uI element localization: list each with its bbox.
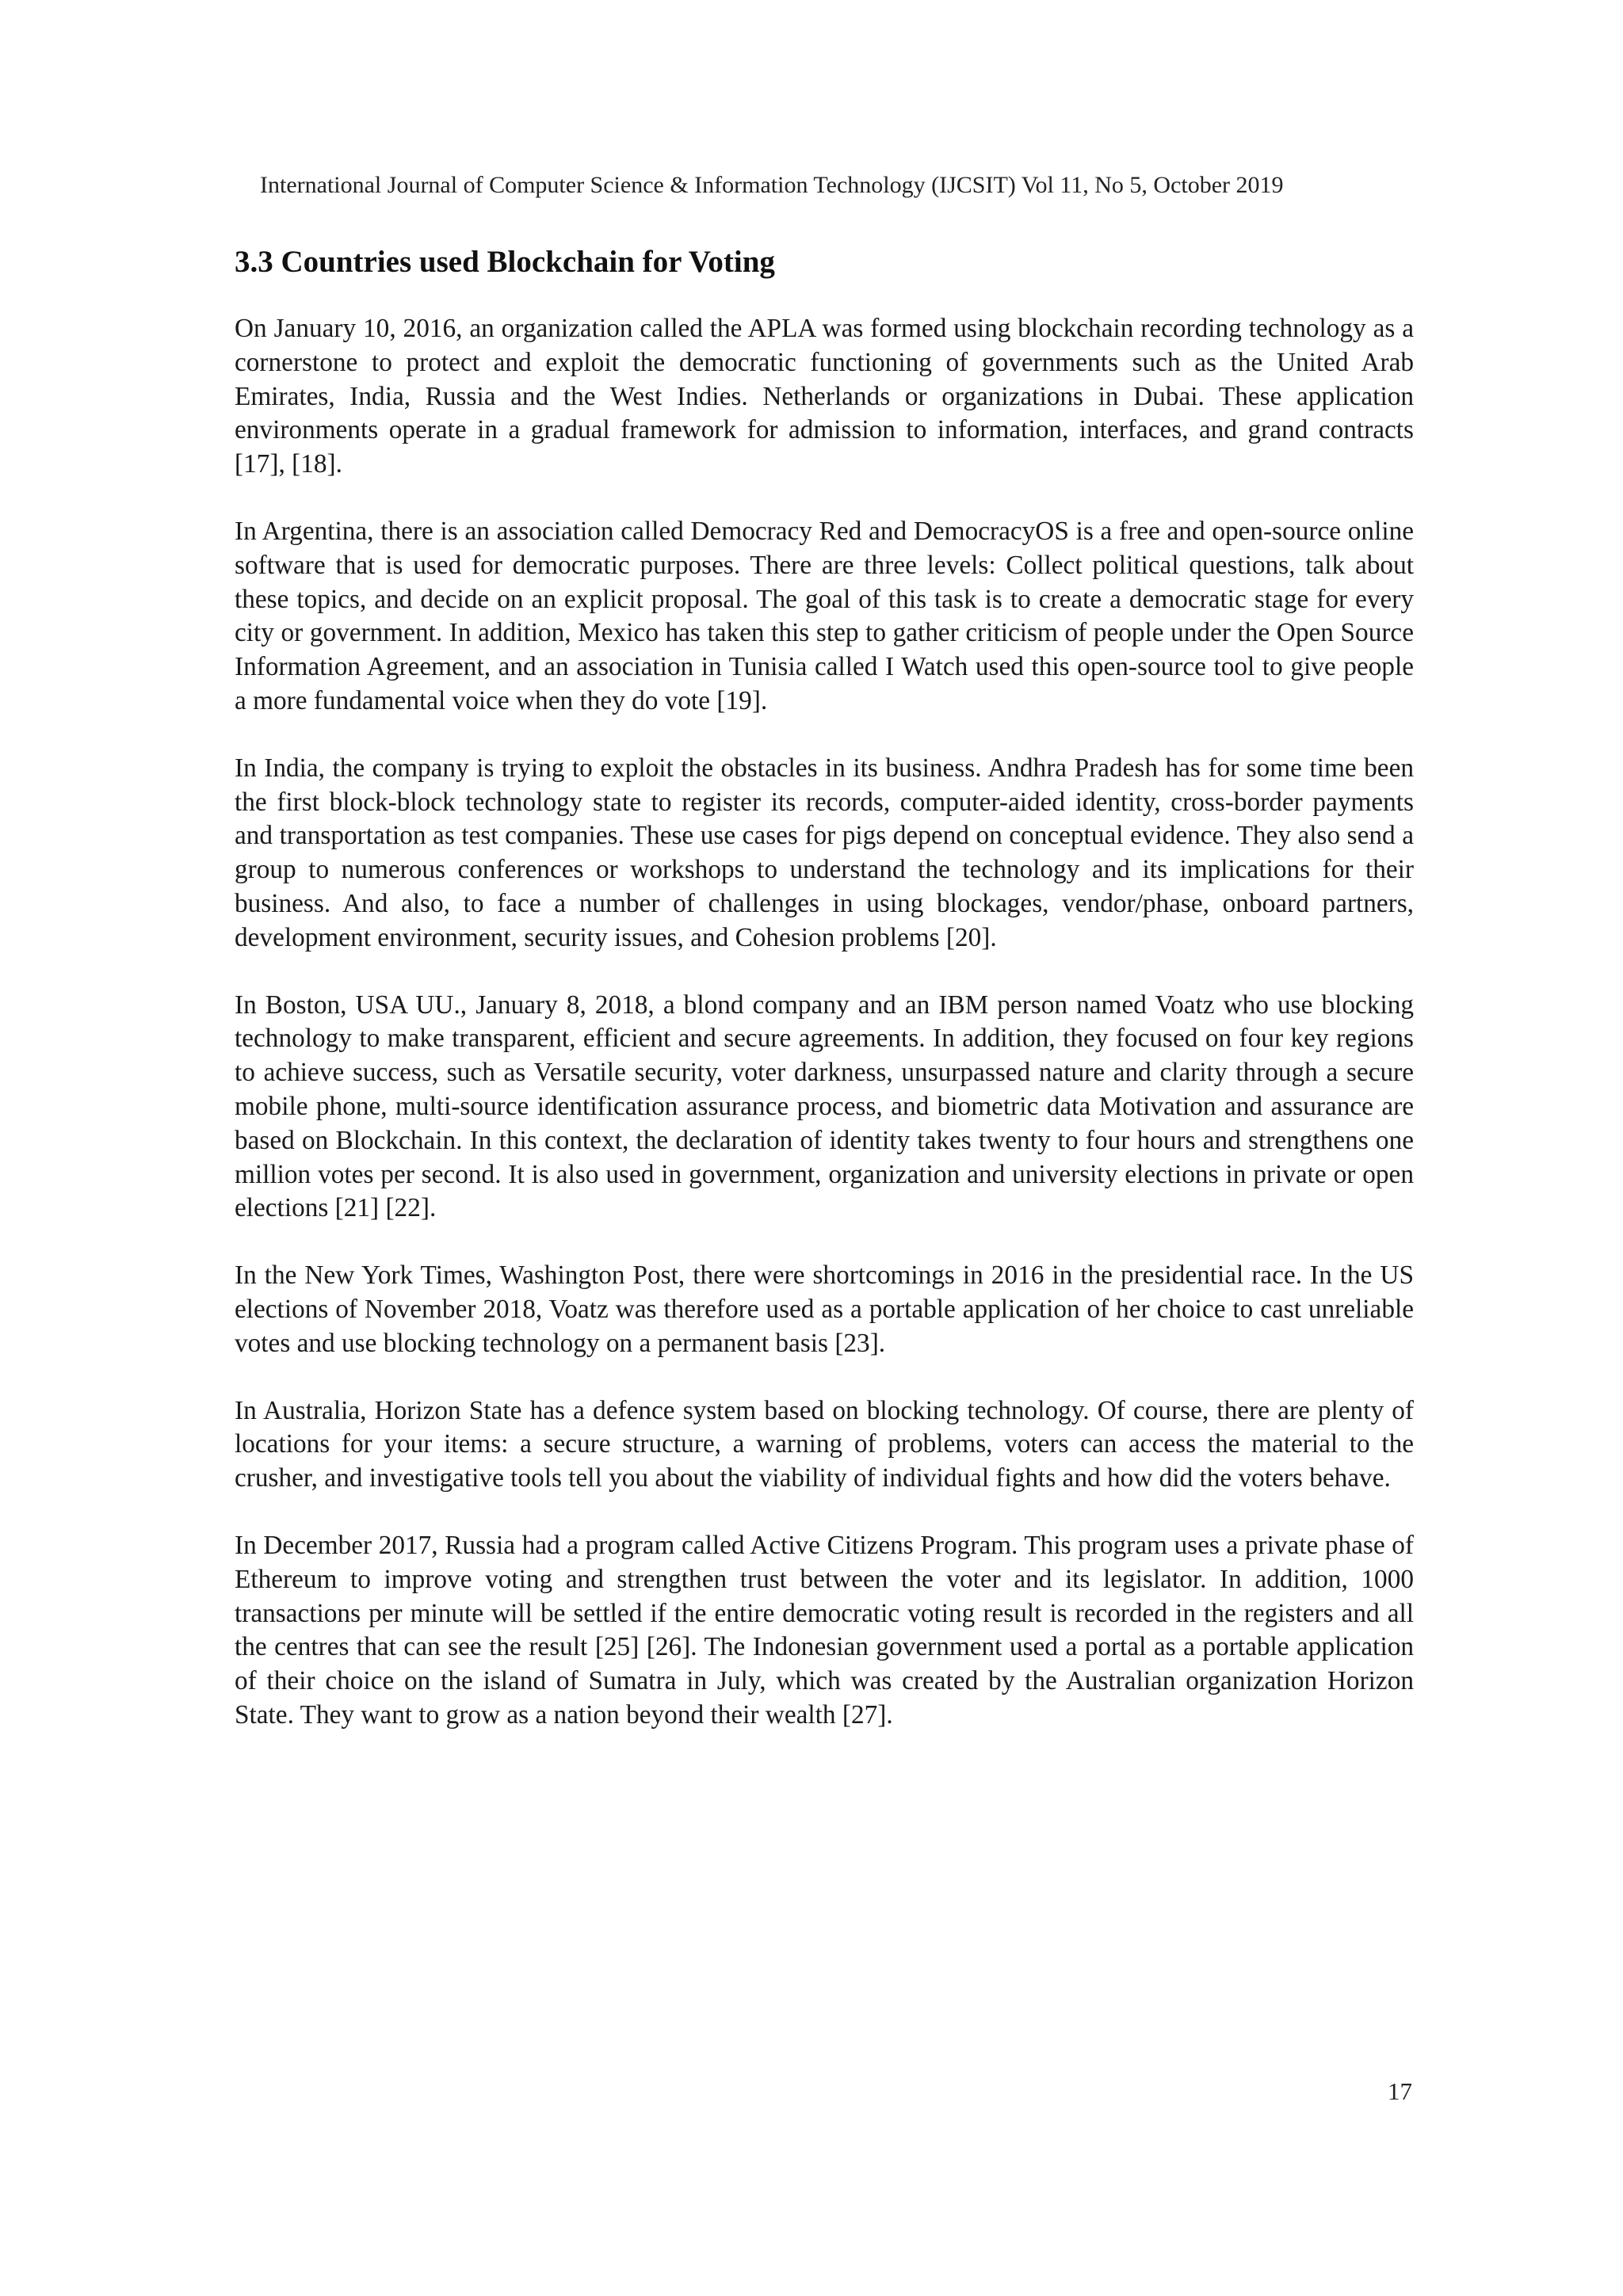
paragraph-new-york: In the New York Times, Washington Post, there were shortcomings in 2016 in the presidential race. In the US elections of November 2018, Voatz was therefore used as a portable application of her choice to cast unreliable votes and use blocking technology on a permanent basis [23]. [235,1261,1414,1358]
body-text [235,312,1414,1766]
paragraph-apla: On January 10, 2016, an organization called the APLA was formed using blockchain recording technology as a cornerstone to protect and exploit the democratic functioning of governments such as the United Arab Emirates, India, Russia and the West Indies. Netherlands or organizations in Dubai. These application environments operate in a gradual framework for admission to information, interfaces, and grand contracts [17], [18]. [235,314,1414,479]
section-heading: 3.3 Countries used Blockchain for Voting [235,245,775,279]
paragraph-argentina: In Argentina, there is an association called Democracy Red and DemocracyOS is a free and open-source online software that is used for democratic purposes. There are three levels: Collect political questions, talk about these topics, and decide on an explicit proposal. The goal of this task is to create a democratic stage for every city or government. In addition, Mexico has taken this step to gather criticism of people under the Open Source Information Agreement, and an association in Tunisia called I Watch used this open-source tool to give people a more fundamental voice when they do vote [19]. [235,516,1414,715]
paragraph-india: In India, the company is trying to exploit the obstacles in its business. Andhra Pradesh has for some time been the first block-block technology state to register its records, computer-aided identity, cross-border payments and transportation as test companies. These use cases for pigs depend on conceptual evidence. They also send a group to numerous conferences or workshops to understand the technology and its implications for their business. And also, to face a number of challenges in using blockages, vendor/phase, onboard partners, development environment, security issues, and Cohesion problems [20]. [235,753,1414,952]
paragraph-boston: In Boston, USA UU., January 8, 2018, a blond company and an IBM person named Voatz who use blocking technology to make transparent, efficient and secure agreements. In addition, they focused on four key regions to achieve success, such as Versatile security, voter darkness, unsurpassed nature and clarity through a secure mobile phone, multi-source identification assurance process, and biometric data Motivation and assurance are based on Blockchain. In this context, the declaration of identity takes twenty to four hours and strengthens one million votes per second. It is also used in government, organization and university elections in private or open elections [21] [22]. [235,990,1414,1223]
page-number: 17 [1388,2077,1412,2105]
running-header: International Journal of Computer Science & Information Technology (IJCSIT) Vol 11, No 5, October 2019 [260,172,1284,198]
paragraph-russia: In December 2017, Russia had a program called Active Citizens Program. This program uses a private phase of Ethereum to improve voting and strengthen trust between the voter and its legislator. In addition, 1000 transactions per minute will be settled if the entire democratic voting result is recorded in the registers and all the centres that can see the result [25] [26]. The Indonesian government used a portal as a portable application of their choice on the island of Sumatra in July, which was created by the Australian organization Horizon State. They want to grow as a nation beyond their wealth [27]. [235,1530,1414,1730]
paragraph-australia: In Australia, Horizon State has a defence system based on blocking technology. Of course, there are plenty of locations for your items: a secure structure, a warning of problems, voters can access the material to the crusher, and investigative tools tell you about the viability of individual fights and how did the voters behave. [235,1395,1414,1493]
